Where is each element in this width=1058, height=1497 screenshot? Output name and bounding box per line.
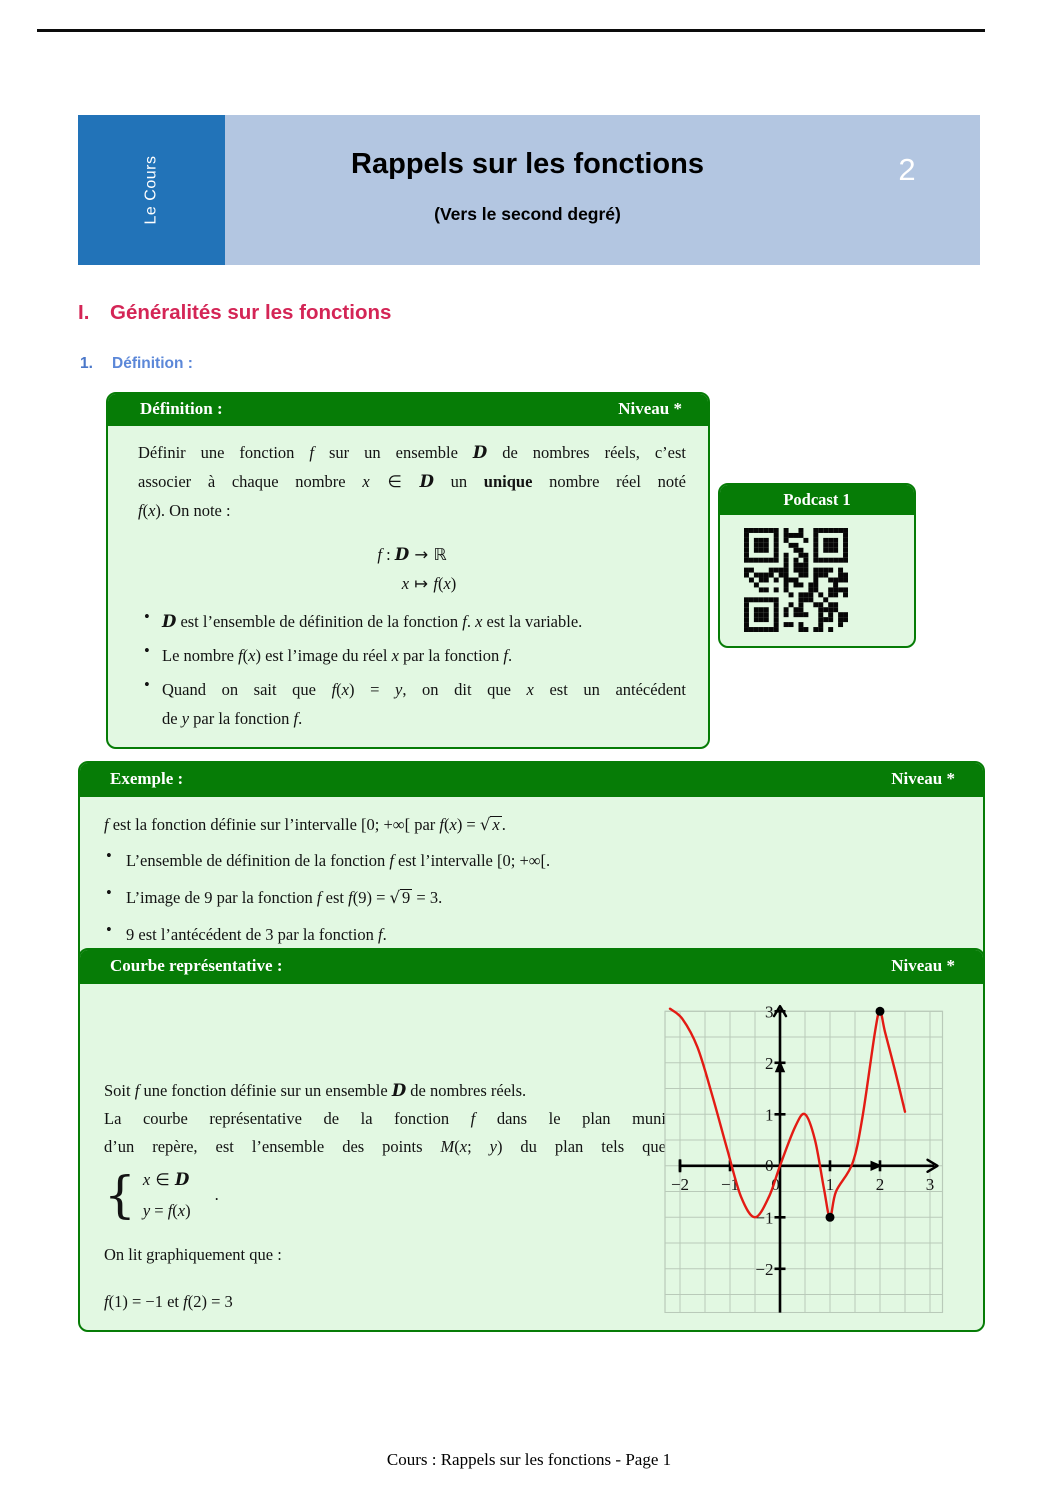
function-graph [663,1001,947,1313]
example-box [78,761,985,967]
curly-brace: { [104,1166,136,1224]
system-line: y = f(x) [142,1201,191,1220]
list-item-text: 9 est l’antécédent de 3 par la fonction f. [126,925,387,944]
chapter-title: Rappels sur les fonctions [351,148,704,180]
list-item-text: de y par la fonction f. [162,709,303,728]
list-item-text: D est l’ensemble de définition de la fonction f. x est la variable. [162,612,583,631]
graph-reading-values: f(1) = −1 et f(2) = 3 [104,1292,233,1311]
side-tab-label: Le Cours [142,155,160,225]
definition-paragraph-line: associer à chaque nombre x ∈ D un unique nombre réel noté [138,472,686,491]
function-notation [138,540,686,598]
math-line: x ↦ f(x) [401,574,457,593]
chapter-subtitle: (Vers le second degré) [434,204,621,224]
bullet-marker: • [106,883,112,902]
curve-paragraph-line: Soit f une fonction définie sur un ensemble D de nombres réels. [104,1081,527,1100]
example-box-header [80,763,983,797]
example-level-badge: Niveau * [891,769,955,788]
list-item [104,846,955,876]
svg-text:−1: −1 [755,1208,774,1228]
definition-paragraph-line: Définir une fonction f sur un ensemble D de nombres réels, c’est [138,443,686,462]
svg-text:−2: −2 [755,1259,774,1279]
list-item [138,641,686,670]
svg-text:3: 3 [765,1002,774,1022]
bullet-marker: • [144,675,150,694]
bullet-marker: • [106,920,112,939]
list-item [104,883,955,913]
list-item-text: L’ensemble de définition de la fonction f est l’intervalle [0; +∞[. [126,851,551,870]
definition-paragraph-line: f(x). On note : [138,501,231,520]
definition-box [106,392,710,749]
definition-box-body [108,426,708,747]
list-item [138,675,686,704]
chapter-number: 2 [898,152,916,187]
section-numeral: I. [78,301,90,324]
svg-text:2: 2 [765,1053,774,1073]
svg-text:−2: −2 [670,1174,690,1194]
curve-paragraph-line: d’un repère, est l’ensemble des points M(x; y) du plan tels que [104,1137,666,1156]
curve-level-badge: Niveau * [891,956,955,975]
list-item [138,607,686,636]
podcast-box-header [720,485,914,515]
example-intro-line: f est la fonction définie sur l’intervalle [0; +∞[ par f(x) = √ x . [104,815,506,834]
bullet-marker: • [144,641,150,660]
graph-reading-label: On lit graphiquement que : [104,1245,282,1264]
system-line: x ∈ D [142,1170,190,1189]
math-line: f : D → ℝ [377,545,447,564]
svg-text:2: 2 [875,1174,885,1194]
section-title: Généralités sur les fonctions [110,301,392,324]
example-box-title: Exemple : [110,769,184,788]
bullet-marker: • [144,607,150,626]
chapter-side-tab [78,115,225,265]
curve-paragraph-line: La courbe représentative de la fonction f dans le plan muni [104,1109,666,1128]
curve-box-header [80,950,983,984]
list-item-text: L’image de 9 par la fonction f est f(9) = √ 9 = 3. [126,888,443,907]
svg-text:3: 3 [925,1174,935,1194]
list-item-text: Le nombre f(x) est l’image du réel x par la fonction f. [162,646,513,665]
definition-level-badge: Niveau * [618,399,682,418]
list-item-continuation [138,704,686,733]
svg-text:1: 1 [825,1174,835,1194]
section-heading [78,301,391,325]
podcast-box [718,483,916,648]
definition-box-header [108,394,708,426]
system-period: . [214,1185,219,1204]
podcast-title: Podcast 1 [783,490,851,509]
curve-description [104,1077,666,1316]
top-rule [37,29,985,32]
svg-text:0: 0 [765,1155,774,1175]
subsection-title: Définition : [112,355,193,372]
chapter-title-band [225,115,980,265]
subsection-heading [80,355,193,373]
curve-box-title: Courbe représentative : [110,956,283,975]
qr-code-icon [744,528,848,632]
example-box-body [80,797,983,965]
svg-text:1: 1 [765,1105,774,1125]
subsection-number: 1. [80,355,93,372]
system-of-conditions [104,1164,666,1226]
svg-text:−1: −1 [720,1174,740,1194]
svg-text:0: 0 [771,1174,780,1194]
page-footer: Cours : Rappels sur les fonctions - Page 1 [386,1450,672,1469]
list-item [104,920,955,950]
list-item-text: Quand on sait que f(x) = y, on dit que x est un antécédent [162,680,686,699]
system-lines [143,1164,191,1226]
definition-box-title: Définition : [140,399,223,418]
podcast-box-body [720,528,914,632]
bullet-marker: • [106,846,112,865]
